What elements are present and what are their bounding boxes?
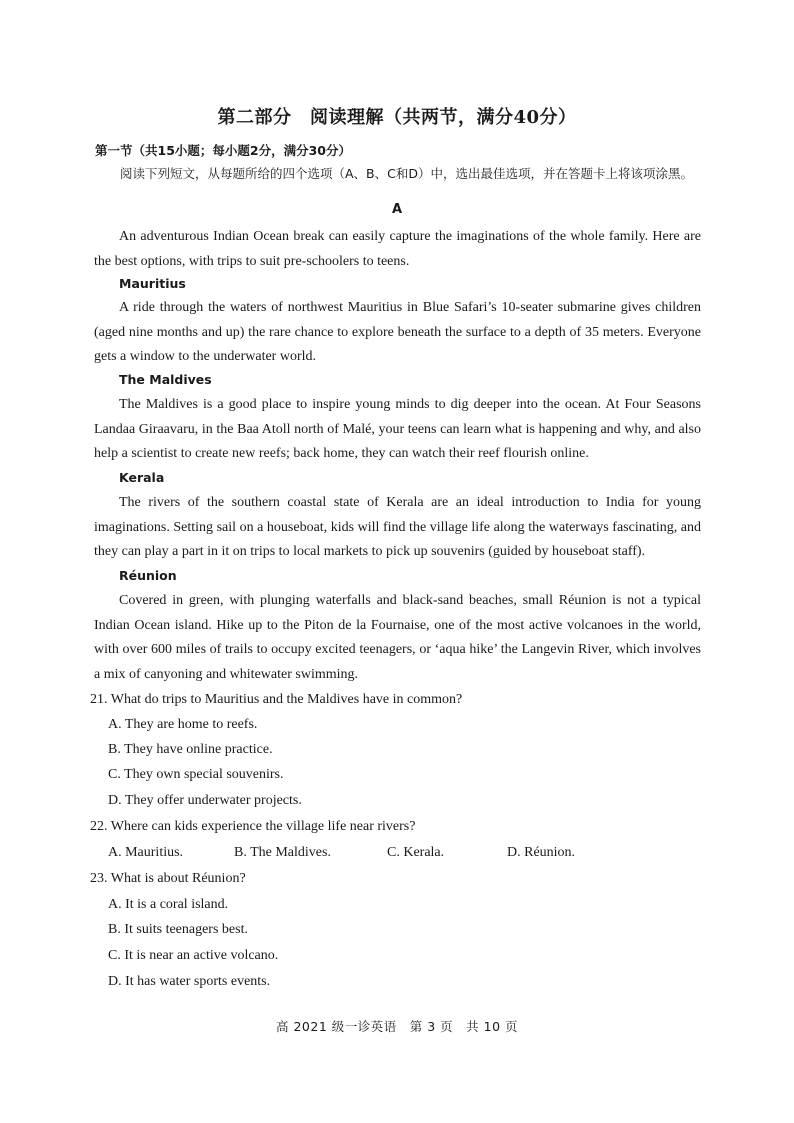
paragraph-reunion: Covered in green, with plunging waterfalls and black-sand beaches, small Réunion is not a typical Indian Ocean island. Hike up to the Piton de la Fournaise, one of the most active volcanoes in the world, with over 600 miles of trails to occupy excited teenagers, or ‘aqua hike’ the Langevin River, which involves a mix of canyoning and whitewater swimming. xyxy=(94,593,701,682)
paragraph-mauritius: A ride through the waters of northwest Mauritius in Blue Safari’s 10-seater submarine gives children (aged nine months and up) the rare chance to explore beneath the surface to a depth of 35 meters. Everyone gets a window to the underwater world. xyxy=(94,300,701,364)
option-23-b[interactable]: B. It suits teenagers best. xyxy=(108,922,248,937)
option-21-a[interactable]: A. They are home to reefs. xyxy=(108,717,258,732)
subheading-kerala: Kerala xyxy=(119,470,165,485)
paragraph-maldives: The Maldives is a good place to inspire young minds to dig deeper into the ocean. At Four Seasons Landaa Giraavaru, in the Baa Atoll north of Malé, your teens can learn what is happening and why, and also help a scientist to create new reefs; back home, they can watch their reef flourish online. xyxy=(94,397,701,461)
question-23: 23. What is about Réunion? xyxy=(90,871,246,886)
question-21: 21. What do trips to Mauritius and the Maldives have in common? xyxy=(90,692,463,707)
question-22: 22. Where can kids experience the village life near rivers? xyxy=(90,819,416,834)
option-23-c[interactable]: C. It is near an active volcano. xyxy=(108,948,279,963)
passage-label: A xyxy=(391,202,403,217)
option-22-a[interactable]: A. Mauritius. xyxy=(108,845,184,860)
passage-intro: An adventurous Indian Ocean break can easily capture the imaginations of the whole family. Here are the best options, with trips to suit pre-schoolers to teens. xyxy=(94,229,701,269)
option-22-d[interactable]: D. Réunion. xyxy=(507,845,576,860)
instruction-text: 阅读下列短文，从每题所给的四个选项（A、B、C和D）中，选出最佳选项，并在答题卡上将该项涂黑。 xyxy=(120,166,693,181)
option-23-a[interactable]: A. It is a coral island. xyxy=(108,897,229,912)
option-21-b[interactable]: B. They have online practice. xyxy=(108,742,273,757)
part-title: 第二部分 阅读理解（共两节，满分40分） xyxy=(217,107,577,128)
paragraph-kerala: The rivers of the southern coastal state of Kerala are an ideal introduction to India for young imaginations. Setting sail on a houseboat, kids will find the village life along the waterways fascinating, and they can play a part in it on trips to local markets to pick up souvenirs (guided by houseboat staff). xyxy=(94,495,701,559)
subheading-mauritius: Mauritius xyxy=(119,276,186,291)
option-22-b[interactable]: B. The Maldives. xyxy=(234,845,331,860)
option-21-c[interactable]: C. They own special souvenirs. xyxy=(108,767,284,782)
page-footer: 高 2021 级一诊英语 第 3 页 共 10 页 xyxy=(275,1019,518,1034)
subheading-maldives: The Maldives xyxy=(119,372,212,387)
option-22-c[interactable]: C. Kerala. xyxy=(387,845,445,860)
subheading-reunion: Réunion xyxy=(119,568,177,583)
section-heading: 第一节（共15小题；每小题2分，满分30分） xyxy=(95,143,351,158)
option-23-d[interactable]: D. It has water sports events. xyxy=(108,974,271,989)
option-21-d[interactable]: D. They offer underwater projects. xyxy=(108,793,302,808)
